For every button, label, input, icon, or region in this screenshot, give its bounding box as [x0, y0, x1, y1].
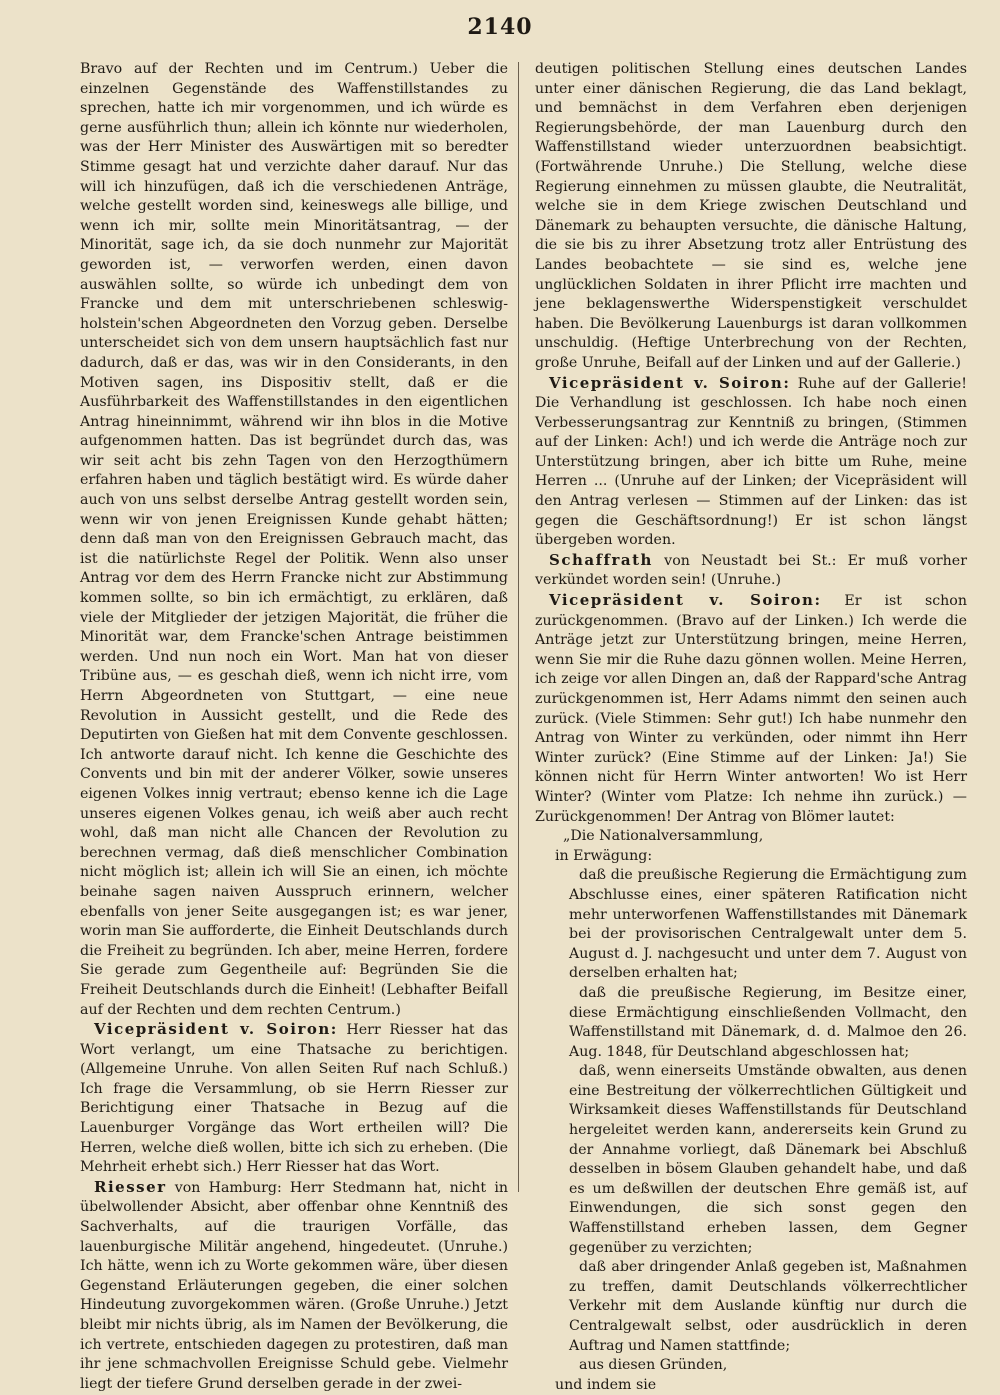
motion-clause: daß, wenn einerseits Umstände obwalten, aus denen eine Bestreitung der völkerrechtlichen Gültigkeit und Wirksamkeit dieses Waffenstillstands für Deutschland hergeleitet werden kann, andererseits kein Grund zu der Annahme vorliegt, daß Dänemark bei Abschluß desselben in bösem Glauben gehandelt habe, und daß es um deßwillen der deutschen Ehre gemäß ist, auf Einwendungen, die sich sonst gegen den Waffenstillstand erheben lassen, dem Gegner gegenüber zu verzichten;: [569, 1063, 967, 1256]
left-column: [80, 60, 508, 1394]
paragraph: Riesser von Hamburg: Herr Stedmann hat, nicht in übelwollender Absicht, aber offenbar ohne Kenntniß des Sachverhalts, auf die traurigen Vorfälle, das lauenburgische Militär angehend, hingedeutet. (Unruhe.) Ich hätte, wenn ich zu Worte gekommen wäre, über diesen Gegenstand Erläuterungen gegeben, die einer solchen Hindeutung zuvorgekommen wären. (Große Unruhe.) Jetzt bleibt mir nichts übrig, als im Namen der Bevölkerung, die ich vertrete, entschieden dagegen zu protestiren, daß man ihr jene schmachvollen Ereignisse Schuld gebe. Vielmehr liegt der tiefere Grund derselben gerade in der zwei-: [80, 1177, 508, 1392]
paragraph: Vicepräsident v. Soiron: Er ist schon zurückgenommen. (Bravo auf der Linken.) Ich werde die Anträge jetzt zur Unterstützung bringen, meine Herren, wenn Sie mir die Ruhe dazu gönnen wollen. Meine Herren, ich zeige vor allen Dingen an, daß der Rappard'sche Antrag zurückgenommen ist, Herr Adams nimmt den seinen auch zurück. (Viele Stimmen: Sehr gut!) Ich habe nunmehr den Antrag von Winter zu verkünden, oder nimmt ihn Herr Winter zurück? (Eine Stimme auf der Linken: Ja!) Sie können nicht für Herrn Winter antworten! Wo ist Herr Winter? (Winter vom Platze: Ich nehme ihn zurück.) — Zurückgenommen! Der Antrag von Blömer lautet:: [535, 591, 967, 825]
paragraph: Schaffrath von Neustadt bei St.: Er muß vorher verkündet worden sein! (Unruhe.): [535, 550, 967, 589]
motion-clause: daß die preußische Regierung die Ermächtigung zum Abschlusse eines, einer späteren Ratification nicht mehr unterworfenen Waffenstillstandes mit Dänemark bei der provisorischen Centralgewalt unter dem 5. August d. J. nachgesucht und unter dem 7. August von derselben erhalten hat;: [569, 867, 967, 982]
page-number: 2140: [467, 14, 533, 40]
speaker-name: Vicepräsident v. Soiron:: [549, 373, 791, 392]
motion-clause: daß die preußische Regierung, im Besitze einer, diese Ermächtigung einschließenden Vollmacht, den Waffenstillstand mit Dänemark, d. d. Malmoe den 26. Aug. 1848, für Deutschland abgeschlossen hat;: [569, 984, 967, 1060]
motion-preamble: in Erwägung:: [555, 847, 653, 864]
paragraph: Bravo auf der Rechten und im Centrum.) Ueber die einzelnen Gegenstände des Waffenstillstandes zu sprechen, hatte ich mir vorgenommen, und ich würde es gerne ausführlich thun; allein ich könnte nur wiederholen, was der Herr Minister des Auswärtigen mit so beredter Stimme gesagt hat und verzichte daher darauf. Nur das will ich hinzufügen, daß ich die verschiedenen Anträge, welche gestellt worden sind, keineswegs alle billige, und wenn ich mir, sollte mein Minoritätsantrag, — der Minorität, sage ich, da sie doch nunmehr zur Majorität geworden ist, — verworfen werden, einen davon auswählen sollte, so würde ich unbedingt dem von Francke und dem mit unterschriebenen schleswig-holstein'schen Abgeordneten den Vorzug geben. Derselbe unterscheidet sich von dem unsern hauptsächlich fast nur dadurch, daß er das, was wir in den Considerants, in den Motiven sagen, ins Dispositiv stellt, daß er die Ausführbarkeit des Waffenstillstandes in den eigentlichen Antrag hineinnimmt, während wir ihn blos in die Motive aufgenommen hatten. Das ist begründet durch das, was wir seit acht bis zehn Tagen von den Herzogthümern erfahren haben und täglich bestätigt wird. Es würde daher auch von uns selbst derselbe Antrag gestellt worden sein, wenn wir von jenen Ereignissen Kunde gehabt hätten; denn daß man von den Ereignissen Gebrauch macht, das ist die natürlichste Regel der Politik. Wenn also unser Antrag vor dem des Herrn Francke nicht zur Abstimmung kommen sollte, so bin ich ermächtigt, zu erklären, daß viele der Mitglieder der jetzigen Majorität, die früher die Minorität war, dem Francke'schen Antrage beistimmen werden. Und nun noch ein Wort. Man hat von dieser Tribüne aus, — es geschah dieß, wenn ich nicht irre, vom Herrn Abgeordneten von Stuttgart, — eine neue Revolution in Aussicht gestellt, und die Rede des Deputirten von Gießen hat mit dem Convente geschlossen. Ich antworte darauf nicht. Ich kenne die Geschichte des Convents und bin mit der anderer Völker, sowie unseres eigenen Volkes innig vertraut; ebenso kenne ich die Lage unseres eigenen Volkes genau, ich weiß aber auch recht wohl, daß man nicht alle Chancen der Revolution zu berechnen vermag, daß dieß menschlicher Combination nicht möglich ist; allein ich will Sie an einen, ich möchte beinahe sagen naiven Ausspruch erinnern, welcher ebenfalls von jener Seite ausgegangen ist; es war jener, worin man Sie aufforderte, die Einheit Deutschlands durch die Freiheit zu begründen. Ich aber, meine Herren, fordere Sie gerade zum Gegentheile auf: Begründen Sie die Freiheit Deutschlands durch die Einheit! (Lebhafter Beifall auf der Rechten und dem rechten Centrum.): [80, 61, 508, 1018]
speaker-name: Schaffrath: [549, 550, 653, 569]
speaker-name: Vicepräsident v. Soiron:: [94, 1020, 338, 1039]
motion-closing: und indem sie: [555, 1376, 657, 1393]
motion-text: [555, 827, 967, 1395]
motion-clause: daß aber dringender Anlaß gegeben ist, Maßnahmen zu treffen, damit Deutschlands völkerrechtlicher Verkehr mit dem Auslande künftig nur durch die Centralgewalt selbst, oder ausdrücklich in deren Auftrag und Namen stattfinde;: [569, 1259, 967, 1354]
motion-opening: „Die Nationalversammlung,: [563, 828, 764, 845]
speaker-name: Riesser: [94, 1177, 167, 1196]
column-divider: [518, 62, 519, 1192]
motion-closing: aus diesen Gründen,: [579, 1357, 728, 1374]
right-column: [535, 60, 967, 1395]
speaker-name: Vicepräsident v. Soiron:: [549, 591, 822, 610]
paragraph: Vicepräsident v. Soiron: Ruhe auf der Gallerie! Die Verhandlung ist geschlossen. Ich habe noch einen Verbesserungsantrag zur Kenntniß zu bringen, (Stimmen auf der Linken: Ach!) und ich werde die Anträge noch zur Unterstützung bringen, aber ich bitte um Ruhe, meine Herren ... (Unruhe auf der Linken; der Vicepräsident will den Antrag verlesen — Stimmen auf der Linken: das ist gegen die Geschäftsordnung!) Er ist schon längst übergeben worden.: [535, 373, 967, 549]
paragraph: deutigen politischen Stellung eines deutschen Landes unter einer dänischen Regierung, die das Land beklagt, und bemnächst in dem Verfahren eben derjenigen Regierungsbehörde, der man Lauenburg durch den Waffenstillstand wieder unterzuordnen beabsichtigt. (Fortwährende Unruhe.) Die Stellung, welche diese Regierung einnehmen zu müssen glaubte, die Neutralität, welche sie in dem Kriege zwischen Deutschland und Dänemark zu behaupten versuchte, die dänische Haltung, die sie bis zu ihrer Absetzung trotz aller Entrüstung des Landes beobachtete — sie sind es, welche jene unglücklichen Soldaten in ihrer Pflicht irre machten und jene beklagenswerthe Widerspenstigkeit verschuldet haben. Die Bevölkerung Lauenburgs ist daran vollkommen unschuldig. (Heftige Unterbrechung von der Rechten, große Unruhe, Beifall auf der Linken und auf der Gallerie.): [535, 61, 967, 371]
paragraph: Vicepräsident v. Soiron: Herr Riesser hat das Wort verlangt, um eine Thatsache zu berichtigen. (Allgemeine Unruhe. Von allen Seiten Ruf nach Schluß.) Ich frage die Versammlung, ob sie Herrn Riesser zur Berichtigung einer Thatsache in Bezug auf die Lauenburger Vorgänge das Wort ertheilen will? Die Herren, welche dieß wollen, bitte ich sich zu erheben. (Die Mehrheit erhebt sich.) Herr Riesser hat das Wort.: [80, 1020, 508, 1176]
